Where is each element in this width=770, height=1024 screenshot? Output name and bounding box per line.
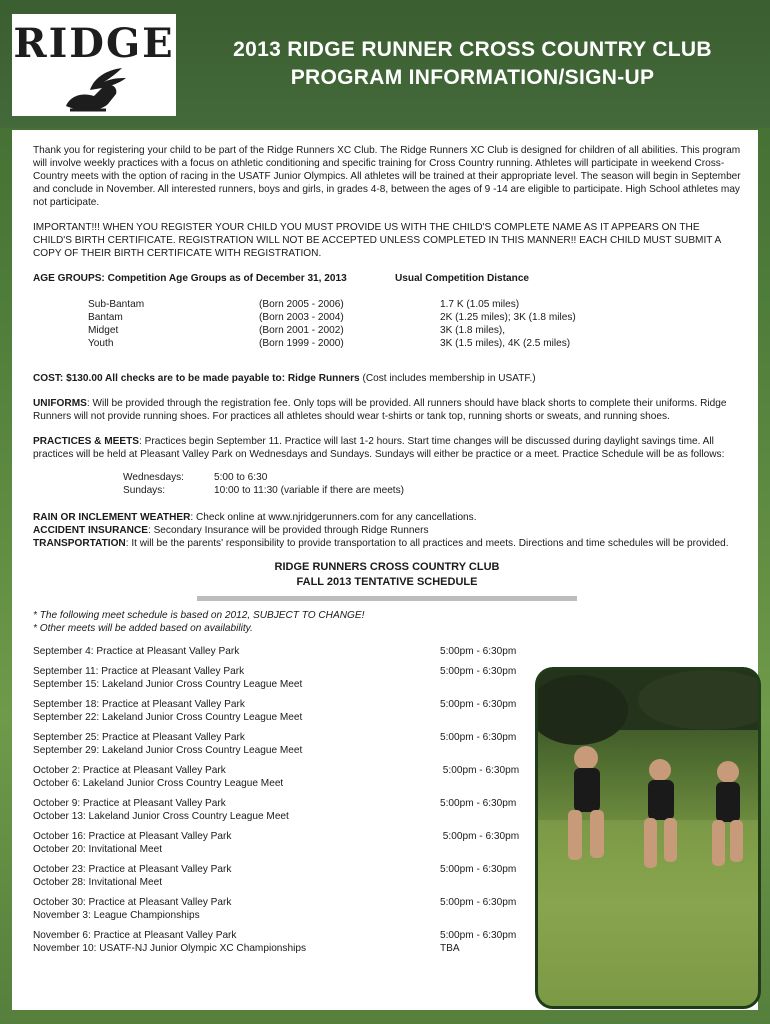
age-group-distance-item: 2K (1.25 miles); 3K (1.8 miles) [440, 312, 576, 323]
schedule-entry: October 13: Lakeland Junior Cross Country League Meet [33, 811, 289, 822]
practices-label: PRACTICES & MEETS [33, 436, 139, 447]
schedule-note: * The following meet schedule is based on 2012, SUBJECT TO CHANGE! [33, 610, 365, 621]
schedule-time: 5:00pm - 6:30pm [440, 864, 517, 875]
document-page [12, 130, 758, 1010]
uniforms-text: : Will be provided through the registration fee. Only tops will be provided. All runners should have black shorts to complete their uniforms. Ridge Runners will not provide running shoes. For practices all athletes should wear t-shirts or tank top, running shorts or sweats, and running shoes. [33, 398, 727, 422]
schedule-title-line-1: RIDGE RUNNERS CROSS COUNTRY CLUB [274, 561, 500, 573]
age-group-born-item: (Born 2001 - 2002) [259, 325, 344, 336]
winged-shoe-icon [60, 66, 130, 114]
schedule-entry: September 25: Practice at Pleasant Valley Park [33, 732, 245, 743]
logo-text: RIDGE [13, 20, 175, 67]
schedule-title-line-2: FALL 2013 TENTATIVE SCHEDULE [296, 576, 478, 588]
age-groups-header: AGE GROUPS: Competition Age Groups as of December 31, 2013 [33, 273, 347, 284]
practices-text: : Practices begin September 11. Practice will last 1-2 hours. Start time changes will be discussed during daylight savings time. All practices will be held at Pleasant Valley Park on Wednesdays and Sundays. Sundays will either be practice or a meet. Practice Schedule will be as follows: [33, 436, 725, 460]
schedule-entry: September 18: Practice at Pleasant Valley Park [33, 699, 245, 710]
schedule-time: 5:00pm - 6:30pm [440, 732, 517, 743]
schedule-time: 5:00pm - 6:30pm [440, 798, 517, 809]
schedule-entry: November 10: USATF-NJ Junior Olympic XC Championships [33, 943, 306, 954]
schedule-time: 5:00pm - 6:30pm [440, 897, 517, 908]
schedule-time: 5:00pm - 6:30pm [440, 831, 520, 842]
uniforms-label: UNIFORMS [33, 398, 87, 409]
transport-text: : It will be the parents' responsibility to provide transportation to all practices and meets. Directions and time schedules will be provided. [125, 538, 729, 549]
schedule-row [33, 645, 741, 658]
rain-label: RAIN OR INCLEMENT WEATHER [33, 512, 191, 523]
uniforms-paragraph [33, 397, 741, 423]
schedule-entry: October 6: Lakeland Junior Cross Country League Meet [33, 778, 284, 789]
schedule-entry: September 22: Lakeland Junior Cross Country League Meet [33, 712, 303, 723]
age-group-name: Youth [88, 338, 114, 349]
schedule-entry: September 4: Practice at Pleasant Valley Park [33, 646, 240, 657]
insurance-line [33, 524, 741, 537]
logo [12, 14, 176, 116]
rain-line [33, 511, 741, 524]
practice-time: 10:00 to 11:30 (variable if there are meets) [214, 485, 405, 496]
schedule-time: TBA [440, 943, 460, 954]
schedule-entry: September 29: Lakeland Junior Cross Country League Meet [33, 745, 303, 756]
runners-photo [535, 667, 761, 1009]
schedule-entry: October 20: Invitational Meet [33, 844, 163, 855]
practice-day: Sundays: [123, 485, 166, 496]
logistics [33, 511, 741, 550]
schedule-entry: October 9: Practice at Pleasant Valley Park [33, 798, 226, 809]
rain-text: : Check online at www.njridgerunners.com for any cancellations. [190, 512, 477, 523]
transport-line [33, 537, 741, 550]
age-group-name: Midget [88, 325, 119, 336]
important-paragraph: IMPORTANT!!! WHEN YOU REGISTER YOUR CHILD YOU MUST PROVIDE US WITH THE CHILD'S COMPLETE NAME AS IT APPEARS ON THE CHILD'S BIRTH CERTIFICATE. REGISTRATION WILL NOT BE ACCEPTED UNLESS COMPLETED IN THIS MANNER!! EACH CHILD MUST SUBMIT A COPY OF THEIR BIRTH CERTIFICATE WITH REGISTRATION. [33, 222, 721, 259]
transport-label: TRANSPORTATION [33, 538, 126, 549]
schedule-time: 5:00pm - 6:30pm [440, 699, 517, 710]
practice-days [33, 471, 741, 501]
schedule-entry: October 28: Invitational Meet [33, 877, 163, 888]
title-line-1: 2013 RIDGE RUNNER CROSS COUNTRY CLUB [233, 38, 712, 61]
age-groups [33, 272, 741, 372]
age-group-born-item: (Born 2005 - 2006) [259, 299, 344, 310]
schedule-entry: November 3: League Championships [33, 910, 200, 921]
age-group-distance-item: 1.7 K (1.05 miles) [440, 299, 520, 310]
practice-day: Wednesdays: [123, 472, 184, 483]
intro-paragraph: Thank you for registering your child to be part of the Ridge Runners XC Club. The Ridge Runners XC Club is designed for children of all abilities. This program will involve weekly practices with a focus on athletic conditioning and specific training for Cross Country running. Athletes will participate in weekend Cross-Country meets with the option of racing in the USATF Junior Olympics. All athletes will be trained at their appropriate level. The season will begin in September and conclude in November. All interested runners, boys and girls, in grades 4-8, between the ages of 9 -14 are eligible to participate. High School athletes may not participate. [33, 145, 741, 208]
schedule-entry: November 6: Practice at Pleasant Valley Park [33, 930, 237, 941]
schedule-entry: September 11: Practice at Pleasant Valley Park [33, 666, 245, 677]
practice-time: 5:00 to 6:30 [214, 472, 268, 483]
age-group-name: Bantam [88, 312, 123, 323]
insurance-text: : Secondary Insurance will be provided through Ridge Runners [147, 525, 429, 536]
page-title [190, 36, 755, 92]
age-group-distance [440, 298, 576, 350]
age-group-born-item: (Born 2003 - 2004) [259, 312, 344, 323]
schedule-title [33, 560, 741, 590]
cost-paragraph [33, 372, 741, 385]
schedule-time: 5:00pm - 6:30pm [440, 930, 517, 941]
runners-photo-image [538, 670, 758, 1006]
schedule-time: 5:00pm - 6:30pm [440, 765, 520, 776]
practices-paragraph [33, 435, 741, 461]
schedule-note: * Other meets will be added based on availability. [33, 623, 253, 634]
header [0, 0, 770, 128]
schedule-entry: October 2: Practice at Pleasant Valley Park [33, 765, 226, 776]
age-group-born-item: (Born 1999 - 2000) [259, 338, 344, 349]
age-group-distance-item: 3K (1.5 miles), 4K (2.5 miles) [440, 338, 571, 349]
age-group-born [259, 298, 344, 350]
age-group-distance-item: 3K (1.8 miles), [440, 325, 506, 336]
distance-header: Usual Competition Distance [395, 273, 530, 284]
schedule-entry: October 30: Practice at Pleasant Valley Park [33, 897, 232, 908]
insurance-label: ACCIDENT INSURANCE [33, 525, 148, 536]
title-line-2: PROGRAM INFORMATION/SIGN-UP [290, 66, 655, 89]
cost-label: COST: $130.00 All checks are to be made payable to: Ridge Runners [33, 373, 360, 384]
age-group-names [88, 298, 144, 350]
cost-note: (Cost includes membership in USATF.) [359, 373, 536, 384]
schedule-entry: October 16: Practice at Pleasant Valley Park [33, 831, 232, 842]
schedule-time: 5:00pm - 6:30pm [440, 666, 517, 677]
schedule-time: 5:00pm - 6:30pm [440, 646, 517, 657]
schedule-entry: September 15: Lakeland Junior Cross Country League Meet [33, 679, 303, 690]
age-group-name: Sub-Bantam [88, 299, 145, 310]
schedule-entry: October 23: Practice at Pleasant Valley Park [33, 864, 232, 875]
divider [197, 596, 577, 601]
